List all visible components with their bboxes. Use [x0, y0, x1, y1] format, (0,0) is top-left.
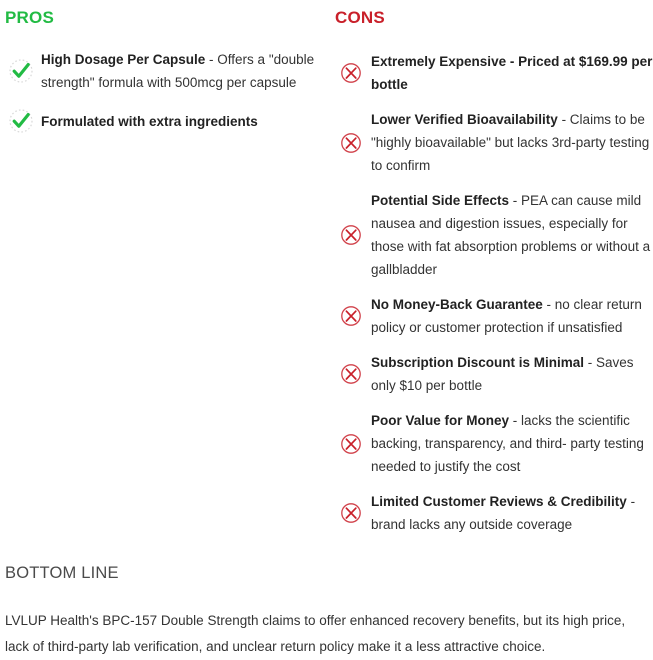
cons-item-text [371, 108, 653, 177]
pros-item-text [41, 110, 330, 133]
cons-item-label: Limited Customer Reviews & Credibility [371, 494, 627, 509]
cons-item [335, 281, 653, 339]
cons-item-text [371, 490, 653, 536]
cons-column [330, 0, 653, 536]
x-circle-icon [338, 500, 364, 526]
x-circle-icon [338, 130, 364, 156]
cons-item [335, 28, 653, 96]
pros-column [0, 0, 330, 134]
cons-item-label: No Money-Back Guarantee [371, 297, 543, 312]
pros-item-label: Formulated with extra ingredients [41, 113, 258, 129]
x-circle-icon [338, 60, 364, 86]
cons-item [335, 96, 653, 177]
pros-list [5, 28, 330, 134]
cons-item-label: Poor Value for Money [371, 413, 510, 428]
cons-item-label: Subscription Discount is Minimal [371, 355, 585, 370]
pros-item [5, 28, 330, 94]
x-circle-icon [338, 361, 364, 387]
cons-item-label: Extremely Expensive - Priced at $169.99 per bottle [371, 54, 653, 92]
bottom-line-heading: BOTTOM LINE [5, 564, 119, 582]
cons-item-text [371, 409, 653, 478]
x-circle-icon [338, 431, 364, 457]
cons-item-label: Lower Verified Bioavailability [371, 112, 558, 127]
pros-item-detail: - Offers a "double strength" formula with 500mcg per capsule [41, 52, 315, 90]
cons-heading: CONS [335, 8, 385, 27]
cons-item [335, 397, 653, 478]
cons-item-detail: - brand lacks any outside coverage [371, 494, 636, 532]
cons-item-detail: - Saves only $10 per bottle [371, 355, 634, 393]
cons-item-detail: - PEA can cause mild nausea and digestion issues, especially for those with fat absorption problems or without a gallbladder [371, 193, 651, 277]
cons-item-detail: - Claims to be "highly bioavailable" but lacks 3rd-party testing to confirm [371, 112, 650, 173]
pros-item-text [41, 48, 330, 94]
x-circle-icon [338, 303, 364, 329]
cons-item-label: Potential Side Effects [371, 193, 510, 208]
check-circle-icon [8, 108, 34, 134]
cons-list [335, 28, 653, 536]
cons-item-text [371, 189, 653, 281]
pros-heading: PROS [5, 8, 54, 27]
check-circle-icon [8, 58, 34, 84]
cons-item [335, 177, 653, 281]
bottom-line-section [0, 562, 653, 660]
cons-item-text [371, 50, 653, 96]
cons-item [335, 478, 653, 536]
pros-item [5, 94, 330, 134]
pros-item-label: High Dosage Per Capsule [41, 52, 206, 67]
cons-item-text [371, 293, 653, 339]
x-circle-icon [338, 222, 364, 248]
cons-item [335, 339, 653, 397]
cons-item-detail: - lacks the scientific backing, transparency, and third- party testing needed to justify the cost [371, 413, 644, 474]
cons-item-text [371, 351, 653, 397]
bottom-line-body: LVLUP Health's BPC-157 Double Strength claims to offer enhanced recovery benefits, but its high price, lack of third-party lab verification, and unclear return policy make it a less attractive choice. [5, 613, 626, 654]
cons-item-detail: - no clear return policy or customer protection if unsatisfied [371, 297, 642, 335]
